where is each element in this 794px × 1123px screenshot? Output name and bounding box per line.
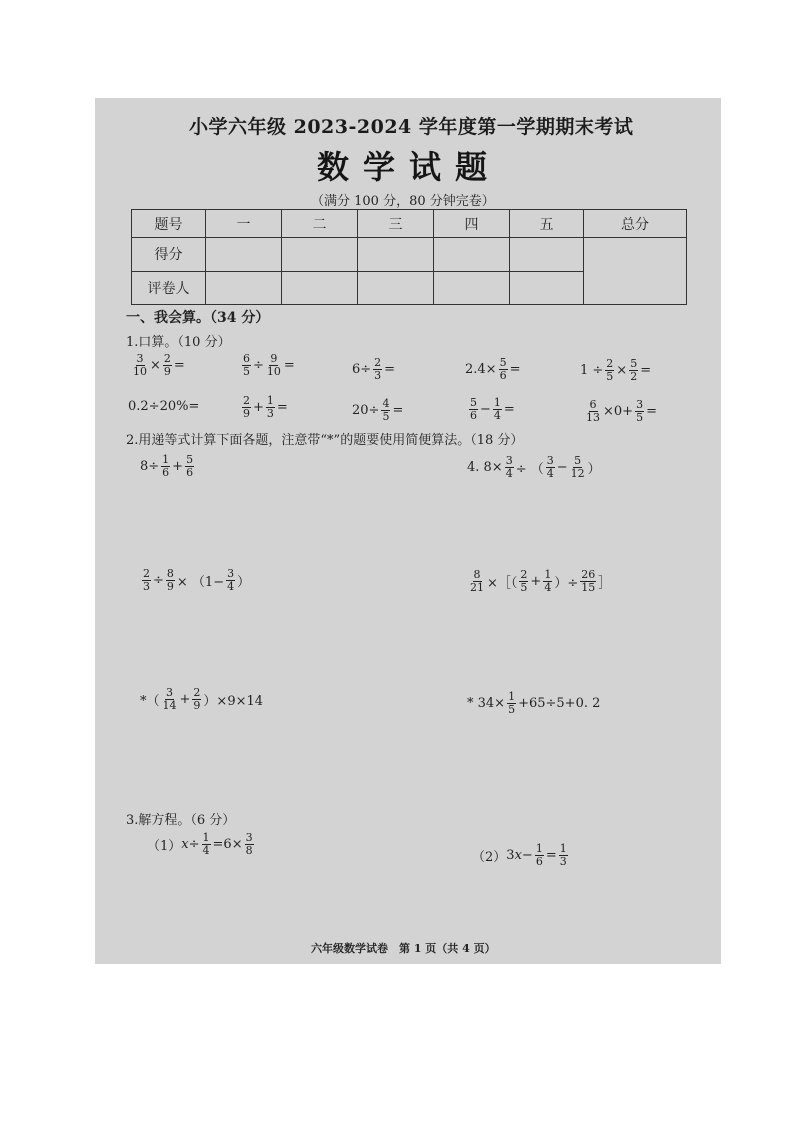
q2-problem-1: 8÷ $\frac{1}{6}$ + $\frac{5}{6}$ (140, 453, 194, 479)
q1-item-4: 2.4× $\frac{5}{6}$ = (465, 356, 521, 382)
q1-label: 1.口算。（10 分） (126, 335, 231, 350)
exam-title: 小学六年级 2023-2024 学年度第一学期期末考试 (189, 116, 634, 138)
header-cell-5: 五 (510, 210, 584, 238)
grader-cell[interactable] (434, 271, 510, 304)
q1-item-7: $\frac{2}{9}$ + $\frac{1}{3}$ = (243, 394, 288, 420)
header-cell-total: 总分 (584, 210, 687, 238)
q1-item-6: 0.2÷20%= (128, 399, 200, 414)
q1-item-5: 1 ÷ $\frac{2}{5}$ × $\frac{5}{2}$ = (580, 357, 652, 383)
q1-item-3: 6÷ $\frac{2}{3}$ = (352, 356, 396, 382)
q2-problem-5: *（ $\frac{3}{14}$ + $\frac{2}{9}$ ）×9×14 (140, 686, 264, 712)
grader-cell[interactable] (206, 271, 282, 304)
q1-item-1: $\frac{3}{10}$ × $\frac{2}{9}$ = (133, 352, 185, 378)
score-cell[interactable] (358, 238, 434, 271)
header-cell-1: 一 (206, 210, 282, 238)
score-cell[interactable] (282, 238, 358, 271)
q1-item-2: $\frac{6}{5}$ ÷ $\frac{9}{10}$ = (243, 352, 295, 378)
score-cell[interactable] (434, 238, 510, 271)
q3-equation-2: （2） 3x− $\frac{1}{6}$ = $\frac{1}{3}$ (472, 842, 567, 868)
exam-note: （满分 100 分，80 分钟完卷） (311, 194, 495, 209)
exam-paper (95, 98, 721, 964)
score-cell[interactable] (206, 238, 282, 271)
q1-item-8: 20÷ $\frac{4}{5}$ = (352, 397, 404, 423)
header-cell-2: 二 (282, 210, 358, 238)
grader-cell[interactable] (358, 271, 434, 304)
header-cell-question-no: 题号 (132, 210, 206, 238)
q2-problem-4: $\frac{8}{21}$ ×［（ $\frac{2}{5}$ + $\frac{1}{4}$ ）÷ $\frac{26}{15}$ ］ (470, 568, 612, 594)
header-cell-3: 三 (358, 210, 434, 238)
q1-item-10: $\frac{6}{13}$ ×0+ $\frac{3}{5}$ = (586, 398, 657, 424)
page-footer: 六年级数学试卷 第 1 页（共 4 页） (311, 942, 496, 955)
section-1-title: 一、我会算。（34 分） (126, 310, 270, 326)
q2-label: 2.用递等式计算下面各题，注意带“*”的题要使用简便算法。（18 分） (126, 433, 524, 448)
q3-equation-1: （1） x÷ $\frac{1}{4}$ =6× $\frac{3}{8}$ (147, 831, 253, 857)
total-score-cell[interactable] (584, 238, 687, 305)
header-cell-4: 四 (434, 210, 510, 238)
q1-item-9: $\frac{5}{6}$ − $\frac{1}{4}$ = (470, 396, 515, 422)
q2-problem-6: * 34× $\frac{1}{5}$ +65÷5+0. 2 (467, 690, 601, 716)
score-cell[interactable] (510, 238, 584, 271)
q2-problem-2: 4. 8× $\frac{3}{4}$ ÷ （ $\frac{3}{4}$ − $\frac{5}{12}$ ） (467, 454, 601, 480)
score-table (131, 209, 687, 305)
q3-label: 3.解方程。（6 分） (126, 813, 236, 828)
subject-title: 数学试题 (317, 148, 502, 186)
row-label-grader: 评卷人 (132, 271, 206, 304)
q2-problem-3: $\frac{2}{3}$ ÷ $\frac{8}{9}$ × （1− $\frac{3}{4}$ ） (143, 567, 251, 593)
grader-cell[interactable] (510, 271, 584, 304)
row-label-score: 得分 (132, 238, 206, 271)
grader-cell[interactable] (282, 271, 358, 304)
